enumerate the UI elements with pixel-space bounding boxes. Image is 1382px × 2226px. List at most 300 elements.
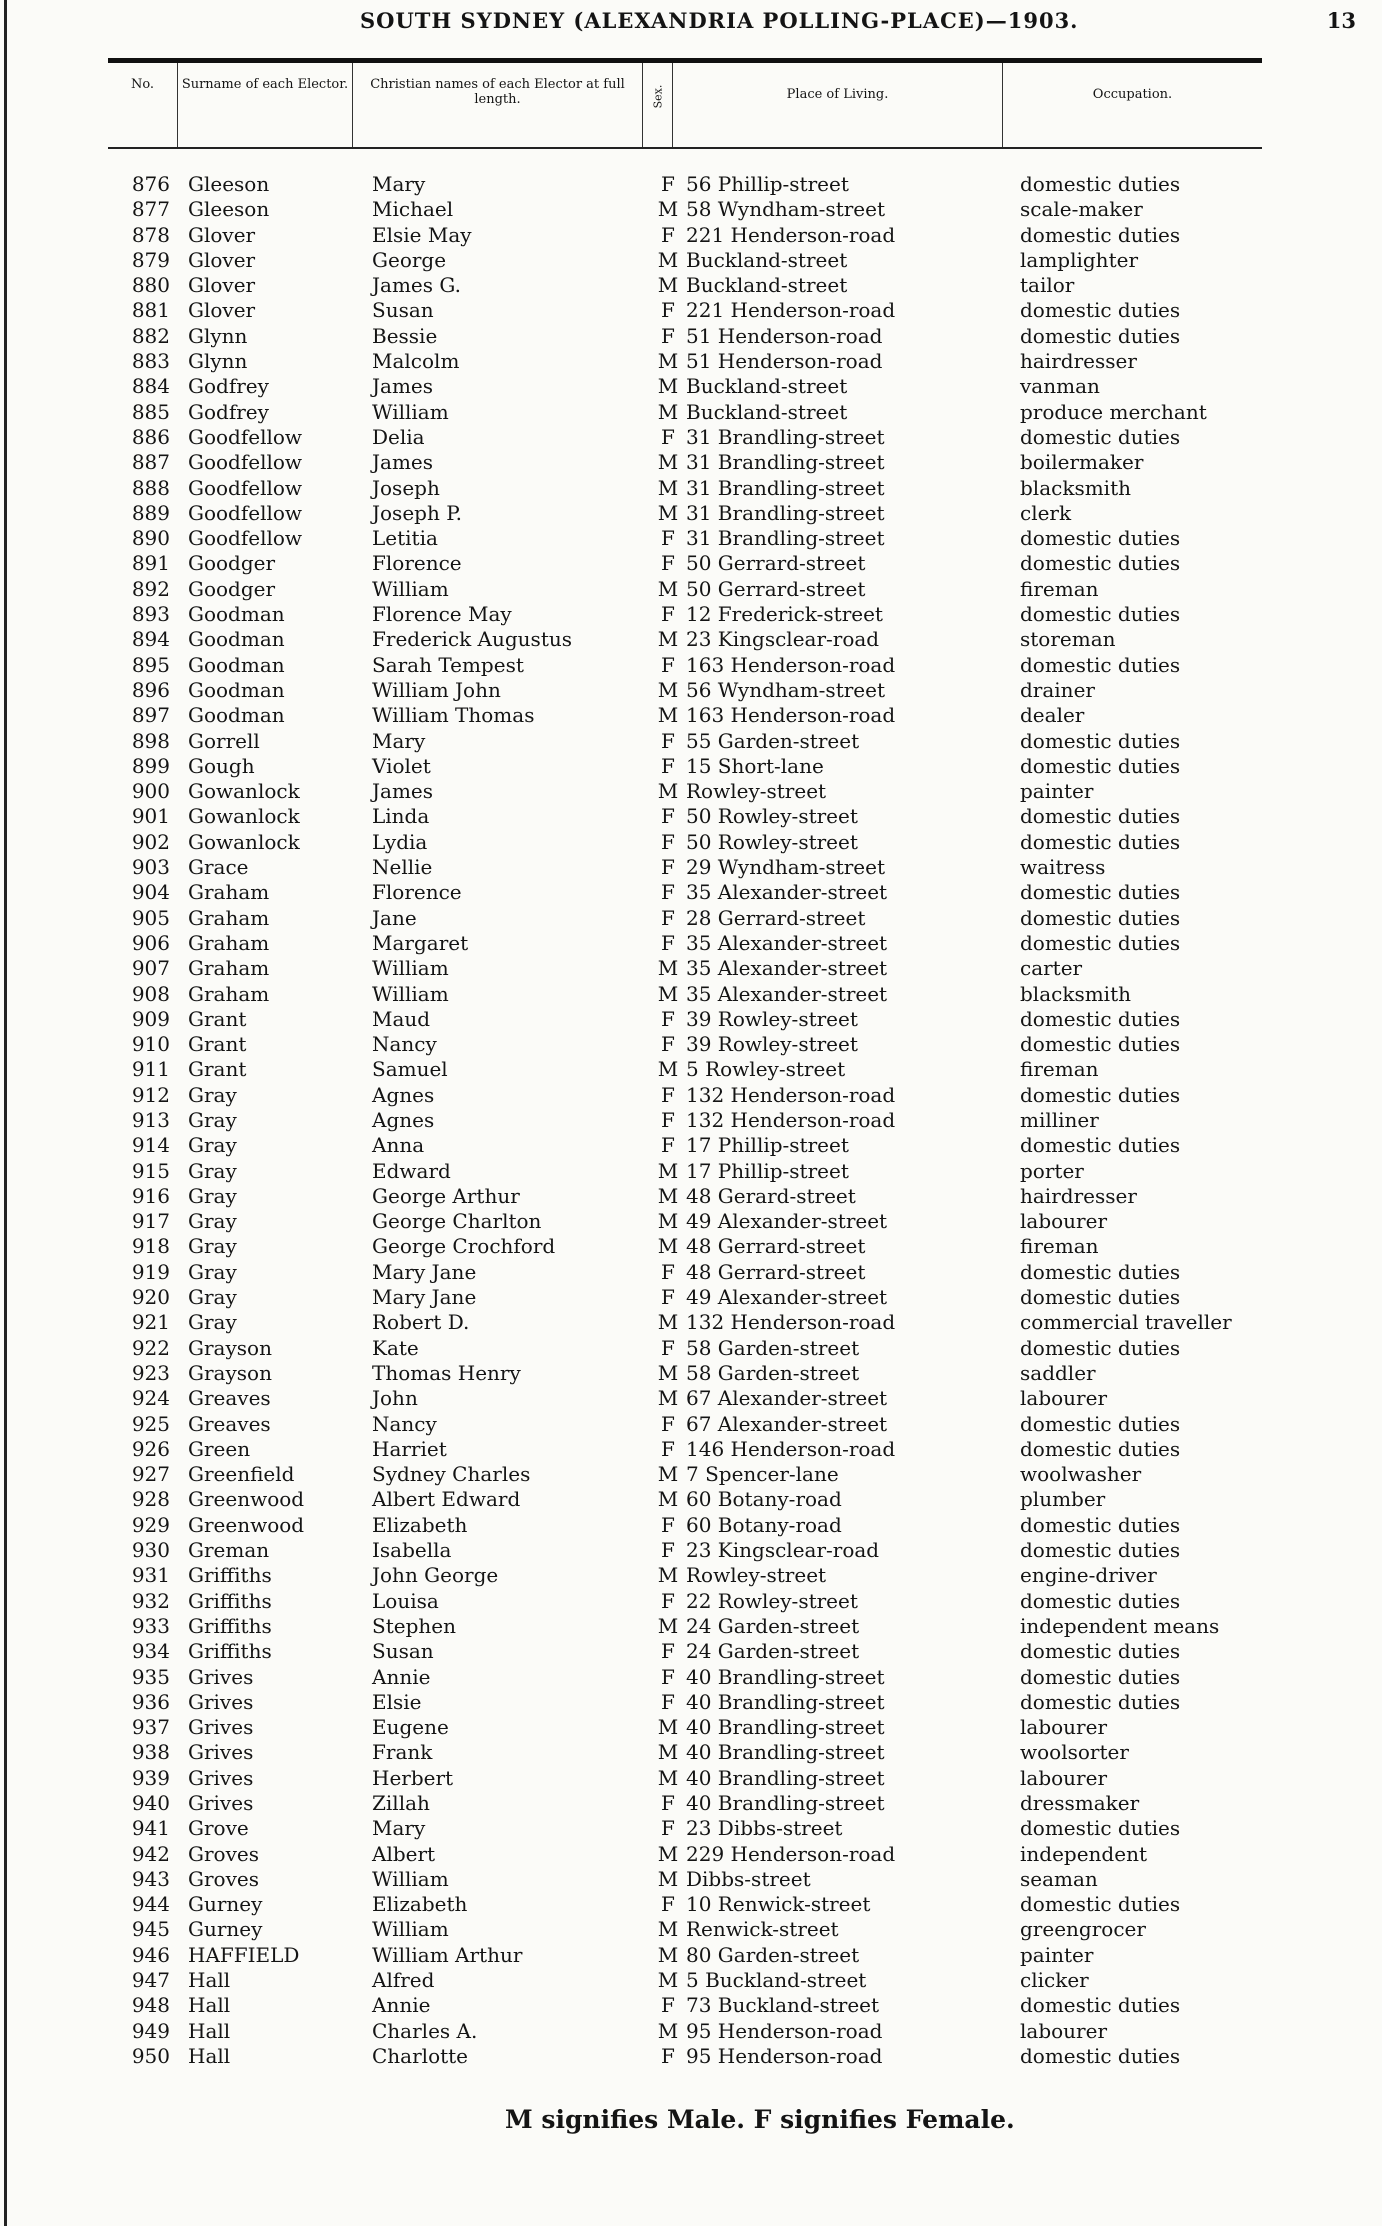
elector-surname: Griffiths — [188, 1563, 272, 1588]
elector-surname: Hall — [188, 2018, 231, 2043]
elector-place: 58 Garden-street — [686, 1360, 860, 1385]
elector-occupation: blacksmith — [1020, 981, 1131, 1006]
elector-surname: Griffiths — [188, 1639, 272, 1664]
elector-sex: M — [657, 374, 679, 399]
elector-number: 939 — [131, 1765, 170, 1790]
table-row — [0, 1310, 1382, 1335]
elector-christian-names: John George — [372, 1563, 499, 1588]
elector-christian-names: George — [372, 247, 447, 272]
elector-sex: F — [661, 1588, 675, 1613]
table-row — [0, 1336, 1382, 1361]
elector-christian-names: Nancy — [372, 1032, 437, 1057]
elector-place: 17 Phillip-street — [686, 1133, 849, 1158]
table-row — [0, 2044, 1382, 2069]
elector-christian-names: James — [372, 779, 434, 804]
elector-place: 39 Rowley-street — [686, 1032, 858, 1057]
elector-number: 933 — [131, 1613, 170, 1638]
elector-christian-names: William Thomas — [372, 703, 535, 728]
elector-surname: Goodger — [188, 576, 276, 601]
elector-surname: Gowanlock — [188, 779, 300, 804]
elector-surname: Greman — [188, 1538, 270, 1563]
elector-christian-names: John — [372, 1386, 418, 1411]
elector-surname: Graham — [188, 880, 270, 905]
elector-place: 29 Wyndham-street — [686, 855, 886, 880]
elector-christian-names: Annie — [372, 1664, 431, 1689]
elector-number: 911 — [131, 1057, 170, 1082]
elector-place: 132 Henderson-road — [686, 1082, 896, 1107]
elector-place: 24 Garden-street — [686, 1613, 860, 1638]
elector-occupation: labourer — [1020, 1209, 1108, 1234]
column-header-christian-names: Christian names of each Elector at full length. — [353, 63, 643, 147]
elector-christian-names: Elizabeth — [372, 1512, 468, 1537]
elector-surname: Goodfellow — [188, 526, 303, 551]
elector-occupation: domestic duties — [1020, 1285, 1181, 1310]
elector-place: 35 Alexander-street — [686, 981, 888, 1006]
elector-place: 56 Phillip-street — [686, 172, 849, 196]
elector-christian-names: Agnes — [372, 1107, 435, 1132]
elector-place: 40 Brandling-street — [686, 1740, 885, 1765]
elector-surname: Glover — [188, 298, 256, 323]
elector-occupation: blacksmith — [1020, 475, 1131, 500]
elector-sex: F — [661, 1436, 675, 1461]
elector-christian-names: Charlotte — [372, 2043, 469, 2068]
elector-surname: Grayson — [188, 1360, 272, 1385]
column-header-surname: Surname of each Elector. — [178, 63, 353, 147]
elector-christian-names: Mary — [372, 1816, 426, 1841]
elector-place: Rowley-street — [686, 779, 827, 804]
elector-sex: F — [661, 855, 675, 880]
elector-occupation: fireman — [1020, 576, 1099, 601]
elector-number: 891 — [131, 551, 170, 576]
elector-occupation: clicker — [1020, 1968, 1089, 1993]
elector-place: 10 Renwick-street — [686, 1892, 871, 1917]
elector-place: Buckland-street — [686, 399, 848, 424]
elector-surname: Hall — [188, 1993, 231, 2018]
elector-sex: M — [657, 500, 679, 525]
elector-christian-names: William — [372, 956, 449, 981]
elector-sex: F — [661, 930, 675, 955]
column-header-sex: Sex. — [643, 63, 673, 147]
table-row — [0, 197, 1382, 222]
elector-number: 927 — [131, 1462, 170, 1487]
elector-sex: F — [661, 298, 675, 323]
elector-surname: Gowanlock — [188, 829, 300, 854]
elector-christian-names: Mary — [372, 728, 426, 753]
elector-number: 902 — [131, 829, 170, 854]
elector-sex: M — [657, 981, 679, 1006]
elector-sex: M — [657, 1765, 679, 1790]
elector-sex: F — [661, 1006, 675, 1031]
elector-number: 904 — [131, 880, 170, 905]
elector-occupation: domestic duties — [1020, 880, 1181, 905]
elector-christian-names: Letitia — [372, 526, 438, 551]
elector-christian-names: Mary Jane — [372, 1259, 477, 1284]
elector-place: 35 Alexander-street — [686, 930, 888, 955]
elector-number: 885 — [131, 399, 170, 424]
elector-sex: F — [661, 526, 675, 551]
elector-place: 48 Gerard-street — [686, 1183, 856, 1208]
elector-sex: F — [661, 222, 675, 247]
table-row — [0, 1184, 1382, 1209]
elector-sex: M — [657, 1942, 679, 1967]
elector-number: 890 — [131, 526, 170, 551]
elector-place: 22 Rowley-street — [686, 1588, 858, 1613]
elector-occupation: labourer — [1020, 2018, 1108, 2043]
table-row — [0, 2019, 1382, 2044]
elector-occupation: domestic duties — [1020, 829, 1181, 854]
elector-number: 881 — [131, 298, 170, 323]
elector-occupation: domestic duties — [1020, 526, 1181, 551]
elector-place: 31 Brandling-street — [686, 424, 885, 449]
elector-occupation: domestic duties — [1020, 1259, 1181, 1284]
elector-surname: Grove — [188, 1816, 249, 1841]
elector-sex: M — [657, 1866, 679, 1891]
elector-place: 40 Brandling-street — [686, 1791, 885, 1815]
elector-surname: Gurney — [188, 1917, 263, 1942]
elector-occupation: independent — [1020, 1841, 1147, 1866]
elector-christian-names: Eugene — [372, 1715, 449, 1740]
elector-surname: Gleeson — [188, 172, 270, 196]
table-row — [0, 1361, 1382, 1386]
elector-christian-names: James — [372, 450, 434, 475]
elector-christian-names: Margaret — [372, 930, 469, 955]
elector-occupation: labourer — [1020, 1386, 1108, 1411]
elector-number: 892 — [131, 576, 170, 601]
elector-place: 50 Rowley-street — [686, 829, 858, 854]
elector-occupation: vanman — [1020, 374, 1100, 399]
elector-surname: Gray — [188, 1158, 237, 1183]
elector-number: 932 — [131, 1588, 170, 1613]
elector-surname: Goodman — [188, 602, 285, 627]
elector-number: 926 — [131, 1436, 170, 1461]
elector-christian-names: Isabella — [372, 1538, 452, 1563]
elector-sex: M — [657, 1563, 679, 1588]
table-row — [0, 1816, 1382, 1841]
table-row — [0, 678, 1382, 703]
elector-place: 60 Botany-road — [686, 1487, 842, 1512]
elector-sex: M — [657, 1386, 679, 1411]
elector-christian-names: Michael — [372, 197, 454, 222]
elector-number: 940 — [131, 1791, 170, 1815]
elector-number: 915 — [131, 1158, 170, 1183]
table-row — [0, 324, 1382, 349]
elector-sex: M — [657, 677, 679, 702]
elector-occupation: domestic duties — [1020, 1816, 1181, 1841]
elector-number: 896 — [131, 677, 170, 702]
elector-number: 919 — [131, 1259, 170, 1284]
elector-sex: F — [661, 1664, 675, 1689]
elector-place: 229 Henderson-road — [686, 1841, 896, 1866]
elector-place: Buckland-street — [686, 374, 848, 399]
elector-sex: M — [657, 627, 679, 652]
elector-number: 925 — [131, 1411, 170, 1436]
elector-surname: Groves — [188, 1866, 259, 1891]
elector-number: 887 — [131, 450, 170, 475]
elector-place: 17 Phillip-street — [686, 1158, 849, 1183]
elector-place: Buckland-street — [686, 247, 848, 272]
elector-sex: M — [657, 1183, 679, 1208]
elector-surname: Greenfield — [188, 1462, 295, 1487]
elector-christian-names: Robert D. — [372, 1310, 470, 1335]
table-row — [0, 1842, 1382, 1867]
elector-surname: Gray — [188, 1209, 237, 1234]
elector-surname: Gurney — [188, 1892, 263, 1917]
elector-surname: Griffiths — [188, 1588, 272, 1613]
elector-number: 921 — [131, 1310, 170, 1335]
elector-surname: Greenwood — [188, 1512, 305, 1537]
elector-occupation: domestic duties — [1020, 1538, 1181, 1563]
elector-occupation: domestic duties — [1020, 930, 1181, 955]
elector-occupation: domestic duties — [1020, 172, 1181, 196]
elector-surname: Godfrey — [188, 374, 269, 399]
elector-sex: M — [657, 247, 679, 272]
table-row — [0, 1968, 1382, 1993]
elector-number: 918 — [131, 1234, 170, 1259]
elector-sex: F — [661, 1512, 675, 1537]
elector-christian-names: Louisa — [372, 1588, 439, 1613]
elector-place: 23 Kingsclear-road — [686, 627, 880, 652]
elector-occupation: commercial traveller — [1020, 1310, 1232, 1335]
table-row — [0, 1007, 1382, 1032]
elector-surname: Glover — [188, 222, 256, 247]
elector-place: 23 Kingsclear-road — [686, 1538, 880, 1563]
elector-number: 882 — [131, 323, 170, 348]
elector-surname: Gowanlock — [188, 804, 300, 829]
elector-number: 895 — [131, 652, 170, 677]
elector-surname: Graham — [188, 930, 270, 955]
elector-occupation: porter — [1020, 1158, 1084, 1183]
elector-number: 912 — [131, 1082, 170, 1107]
table-row — [0, 1538, 1382, 1563]
elector-sex: M — [657, 1462, 679, 1487]
elector-occupation: saddler — [1020, 1360, 1096, 1385]
elector-surname: Grant — [188, 1006, 247, 1031]
elector-place: 15 Short-lane — [686, 753, 824, 778]
elector-occupation: domestic duties — [1020, 753, 1181, 778]
table-row — [0, 172, 1382, 197]
table-row — [0, 1487, 1382, 1512]
elector-christian-names: Herbert — [372, 1765, 454, 1790]
table-row — [0, 1234, 1382, 1259]
elector-christian-names: Jane — [372, 905, 417, 930]
elector-place: 221 Henderson-road — [686, 222, 896, 247]
elector-place: 28 Gerrard-street — [686, 905, 866, 930]
elector-occupation: domestic duties — [1020, 424, 1181, 449]
elector-christian-names: Agnes — [372, 1082, 435, 1107]
elector-sex: F — [661, 1285, 675, 1310]
elector-place: 132 Henderson-road — [686, 1107, 896, 1132]
elector-place: 60 Botany-road — [686, 1512, 842, 1537]
table-row — [0, 1032, 1382, 1057]
elector-number: 883 — [131, 349, 170, 374]
table-row — [0, 1437, 1382, 1462]
elector-surname: Goodger — [188, 551, 276, 576]
elector-number: 934 — [131, 1639, 170, 1664]
elector-surname: Graham — [188, 981, 270, 1006]
elector-occupation: fireman — [1020, 1234, 1099, 1259]
table-row — [0, 931, 1382, 956]
elector-number: 917 — [131, 1209, 170, 1234]
elector-sex: F — [661, 1816, 675, 1841]
elector-surname: Gorrell — [188, 728, 260, 753]
elector-surname: Gough — [188, 753, 255, 778]
elector-surname: Gleeson — [188, 197, 270, 222]
elector-number: 914 — [131, 1133, 170, 1158]
table-row — [0, 1209, 1382, 1234]
elector-number: 928 — [131, 1487, 170, 1512]
elector-number: 909 — [131, 1006, 170, 1031]
elector-christian-names: Bessie — [372, 323, 438, 348]
elector-christian-names: Zillah — [372, 1791, 430, 1815]
elector-surname: Grant — [188, 1057, 247, 1082]
elector-place: 5 Buckland-street — [686, 1968, 867, 1993]
elector-occupation: domestic duties — [1020, 905, 1181, 930]
elector-sex: F — [661, 323, 675, 348]
elector-christian-names: Samuel — [372, 1057, 448, 1082]
elector-sex: F — [661, 1082, 675, 1107]
table-row — [0, 1867, 1382, 1892]
elector-place: 163 Henderson-road — [686, 703, 896, 728]
table-row — [0, 1057, 1382, 1082]
elector-place: 95 Henderson-road — [686, 2043, 883, 2068]
elector-sex: M — [657, 1158, 679, 1183]
table-row — [0, 551, 1382, 576]
elector-sex: F — [661, 829, 675, 854]
elector-number: 898 — [131, 728, 170, 753]
elector-christian-names: William — [372, 1866, 449, 1891]
elector-occupation: domestic duties — [1020, 1006, 1181, 1031]
elector-number: 889 — [131, 500, 170, 525]
elector-occupation: domestic duties — [1020, 728, 1181, 753]
elector-surname: Grayson — [188, 1335, 272, 1360]
elector-sex: F — [661, 424, 675, 449]
elector-sex: M — [657, 1715, 679, 1740]
elector-place: 95 Henderson-road — [686, 2018, 883, 2043]
elector-place: 56 Wyndham-street — [686, 677, 886, 702]
elector-number: 929 — [131, 1512, 170, 1537]
elector-place: 67 Alexander-street — [686, 1411, 888, 1436]
elector-place: 146 Henderson-road — [686, 1436, 896, 1461]
elector-sex: F — [661, 652, 675, 677]
elector-christian-names: Albert — [372, 1841, 436, 1866]
elector-sex: F — [661, 172, 675, 196]
elector-sex: M — [657, 703, 679, 728]
elector-christian-names: William Arthur — [372, 1942, 523, 1967]
elector-sex: M — [657, 1209, 679, 1234]
elector-number: 913 — [131, 1107, 170, 1132]
table-row — [0, 1665, 1382, 1690]
column-header-occupation: Occupation. — [1092, 87, 1173, 102]
elector-number: 899 — [131, 753, 170, 778]
elector-christian-names: Elsie — [372, 1689, 422, 1714]
table-row — [0, 273, 1382, 298]
elector-surname: Goodfellow — [188, 475, 303, 500]
elector-place: 51 Henderson-road — [686, 349, 883, 374]
column-header-row — [108, 58, 1262, 149]
elector-place: 58 Garden-street — [686, 1335, 860, 1360]
elector-sex: F — [661, 880, 675, 905]
elector-sex: F — [661, 753, 675, 778]
elector-number: 880 — [131, 273, 170, 298]
elector-place: 5 Rowley-street — [686, 1057, 846, 1082]
table-row — [0, 476, 1382, 501]
elector-occupation: domestic duties — [1020, 1335, 1181, 1360]
elector-christian-names: Joseph — [372, 475, 440, 500]
table-row — [0, 1639, 1382, 1664]
page-number: 13 — [1326, 8, 1356, 33]
elector-christian-names: James — [372, 374, 434, 399]
column-header-no: No. — [108, 63, 178, 147]
elector-sex: F — [661, 2043, 675, 2068]
elector-number: 943 — [131, 1866, 170, 1891]
elector-place: 31 Brandling-street — [686, 500, 885, 525]
elector-surname: Greenwood — [188, 1487, 305, 1512]
elector-sex: M — [657, 956, 679, 981]
elector-sex: M — [657, 1360, 679, 1385]
elector-number: 908 — [131, 981, 170, 1006]
elector-number: 937 — [131, 1715, 170, 1740]
table-row — [0, 779, 1382, 804]
column-header-place: Place of Living. — [673, 63, 1003, 147]
elector-place: 39 Rowley-street — [686, 1006, 858, 1031]
elector-occupation: domestic duties — [1020, 1993, 1181, 2018]
table-row — [0, 754, 1382, 779]
elector-sex: F — [661, 1107, 675, 1132]
table-row — [0, 400, 1382, 425]
table-row — [0, 956, 1382, 981]
elector-sex: M — [657, 1613, 679, 1638]
elector-christian-names: William — [372, 981, 449, 1006]
elector-number: 910 — [131, 1032, 170, 1057]
electors-list — [0, 172, 1382, 2069]
table-row — [0, 729, 1382, 754]
table-row — [0, 1766, 1382, 1791]
table-row — [0, 653, 1382, 678]
elector-place: 49 Alexander-street — [686, 1285, 888, 1310]
elector-christian-names: Mary — [372, 172, 426, 196]
table-row — [0, 223, 1382, 248]
elector-surname: Goodfellow — [188, 500, 303, 525]
elector-sex: M — [657, 475, 679, 500]
elector-christian-names: Sydney Charles — [372, 1462, 531, 1487]
elector-sex: M — [657, 1057, 679, 1082]
table-row — [0, 1690, 1382, 1715]
elector-occupation: carter — [1020, 956, 1083, 981]
elector-occupation: hairdresser — [1020, 349, 1137, 374]
table-row — [0, 1108, 1382, 1133]
table-row — [0, 526, 1382, 551]
elector-number: 944 — [131, 1892, 170, 1917]
elector-number: 876 — [131, 172, 170, 196]
elector-sex: M — [657, 2018, 679, 2043]
elector-occupation: plumber — [1020, 1487, 1106, 1512]
elector-surname: Glover — [188, 273, 256, 298]
elector-number: 907 — [131, 956, 170, 981]
elector-place: 55 Garden-street — [686, 728, 860, 753]
elector-place: 50 Gerrard-street — [686, 551, 866, 576]
elector-occupation: domestic duties — [1020, 652, 1181, 677]
table-row — [0, 1791, 1382, 1816]
elector-number: 916 — [131, 1183, 170, 1208]
elector-sex: M — [657, 779, 679, 804]
elector-place: 221 Henderson-road — [686, 298, 896, 323]
elector-occupation: domestic duties — [1020, 1512, 1181, 1537]
elector-surname: Green — [188, 1436, 251, 1461]
elector-surname: Hall — [188, 2043, 231, 2068]
table-row — [0, 830, 1382, 855]
elector-surname: Grives — [188, 1715, 254, 1740]
elector-place: 132 Henderson-road — [686, 1310, 896, 1335]
